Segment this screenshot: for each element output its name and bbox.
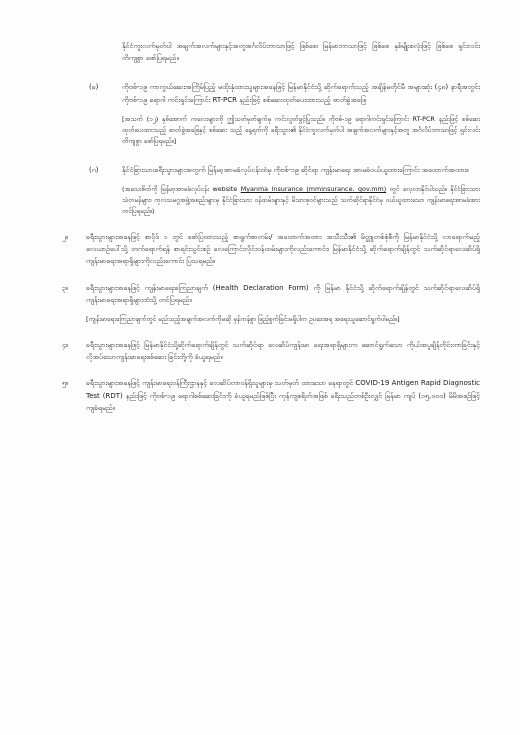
- sub-item-c: [89, 164, 480, 217]
- item-4-marker: ၄။: [62, 341, 69, 350]
- sub-item-b-note: [အသက် (၁၂) နှစ်အောက် ကလေးများကို ဤသတ်မှတ်ချက်မှ ကင်းလွတ်ခွင့်ပြုသည်။ ကိုဗစ်-၁၉ ရောဂါကင်းရှင်းကြောင်း RT-PCR နည်းဖြင့် စစ်ဆေးထုတ်ပေးထားသည့် ဓာတ်ခွဲအဖြေနှင့် စစ်ဆေး သည့် နေ့ရက်ကို ခရီးသွား၏ နိုင်ငံကူးလက်မှတ်ပါ အချက်အလက်များနှင့်အတူ အင်္ဂလိပ်ဘာသာဖြင့် ရှင်းလင်း တိကျစွာ ဖော်ပြရမည်။]: [122, 114, 480, 145]
- item-2-marker: ၂။: [62, 233, 68, 242]
- intro-text: နိုင်ငံကူးလက်မှတ်ပါ အချက်အလက်များနှင့်အတူအင်္ဂလိပ်ဘာသာဖြင့် ဖြစ်စေ၊ မြန်မာဘာသာဖြင့် ဖြစ်စေ နှစ်မျိုးစလုံးဖြင့် ဖြစ်စေ ရှင်းလင်းတိကျစွာ ဖော်ပြရမည်။: [122, 42, 480, 63]
- item-5-text: ခရီးသွားများအနေဖြင့် ကျန်းမာရေးဝန်ကြီးဌာနနှင့် လေဆိပ်တာဝန်ရှိသူများမှ သတ်မှတ် ထားသော နေရာတွင် COVID-19 Antigen Rapid Diagnostic Test (RDT) နည်းဖြင့် ကိုဗစ်-၁၉ ရောဂါစစ်ဆေးခြင်းကို ခံယူရမည်ဖြစ်ပြီး ကုန်ကျစရိတ်အဖြစ် ခရီးသည်တစ်ဦးလျှင် မြန်မာ ကျပ် (၁၅,၀၀၀) မိမိအစဉ်ဖြင့် ကျခံရမည်။: [86, 379, 480, 412]
- sub-item-c-note-before: (အသေးစိတ်ကို မြန်မာ့အာမခံလုပ်ငန်း website: [122, 185, 241, 194]
- sub-item-b-marker: (ခ): [89, 83, 99, 92]
- item-5: [62, 377, 480, 414]
- item-3-note: [ကျန်းမာရေးကြေညာချက်တွင် မည်သည့်အချက်အလက်ကိုမဆို မှန်ကန်စွာ ဖြည့်စွက်ခြင်းမရှိပါက ဥပဒေအရ အရေးယူဆောင်ရွက်ပါမည်။]: [86, 315, 400, 324]
- sub-item-c-marker: (ဂ): [89, 165, 99, 174]
- item-4: [62, 339, 480, 363]
- sub-item-c-text: နိုင်ငံခြားသားခရီးသွားများအတွက် မြန်မာ့အာမခံလုပ်ငန်းထံမှ ကိုဗစ်-၁၉ ဆိုင်ရာ ကျန်းမာရေး အာမခံဝယ်ယူထားကြောင်း အထောက်အထား။: [122, 165, 469, 174]
- item-5-marker: ၅။: [62, 379, 69, 388]
- sub-item-b-text: ကိုဗစ်-၁၉ ကာကွယ်ဆေးအကြိမ်ပြည့် မထိုးနှံထားသူများအနေဖြင့် မြန်မာနိုင်ငံသို့ ဆိုက်ရောက်သည့် အချိန်မတိုင်မီ အများဆုံး (၄၈) နာရီအတွင်း ကိုဗစ်-၁၉ ရောဂါ ကင်းရှင်းကြောင်း RT-PCR နည်းဖြင့် စစ်ဆေးထုတ်ပေးထားသည့် ဓာတ်ခွဲအဖြေ: [122, 83, 480, 104]
- insurance-website-link[interactable]: Myanma Insurance (mminsurance. gov.mm): [240, 185, 387, 194]
- item-3-marker: ၃။: [62, 283, 69, 292]
- intro-continuation: [122, 40, 480, 64]
- item-3-text: ခရီးသွားများအနေဖြင့် ကျန်းမာရေးကြေညာချက် (Health Declaration Form) ကို မြန်မာ နိုင်ငံသို့ ဆိုက်ရောက်ချိန်တွင် သက်ဆိုင်ရာလေဆိပ်ရှိ ကျန်းမာရေးအရာရှိများထံသို့ တင်ပြရမည်။: [86, 283, 480, 304]
- sub-item-b: [89, 81, 480, 146]
- item-2: [62, 231, 480, 268]
- item-4-text: ခရီးသွားများအနေဖြင့် မြန်မာနိုင်ငံသို့ဆိုက်ရောက်ချိန်တွင် သက်ဆိုင်ရာ လေဆိပ်ကျန်းမာ ရေးအရာရှိများက ဆောင်ရွက်သော ကိုယ်အပူချိန်တိုင်းတာခြင်းနှင့် လိုအပ်သောကျန်းမာရေးစစ်ဆေး ခြင်းတို့ကို ခံယူရမည်။: [86, 341, 480, 362]
- item-2-text: ခရီးသွားများအနေဖြင့် စာပိုဒ် ၁ တွင် ဖော်ပြထားသည့် စာရွက်စာတမ်း/ အထောက်အထား အသီးသီး၏ မိတ္တူတစ်စုံစီကို မြန်မာနိုင်ငံသို့ လာရောက်မည့် လေယာဉ်ပေါ်သို့ တက်ရောက်ရန် စာရင်းသွင်းစဉ် လေကြောင်းလိုင်းဝန်ထမ်းများကိုလည်းကောင်း၊ မြန်မာနိုင်ငံသို့ ဆိုက်ရောက်ချိန်တွင် သက်ဆိုင်ရာလေဆိပ်ရှိ ကျန်းမာရေးအရာရှိများကိုလည်းကောင်း ပြသရမည်။: [86, 233, 480, 266]
- sub-item-c-note-after: တွင် လေ့လာနိုင်ပါသည်။ နိုင်ငံခြားသားသံတမန်များ၊ ကုလသမဂ္ဂအဖွဲ့အစည်းများမှ နိုင်ငံခြားသား ဝန်ထမ်းများနှင့် မိသားစုဝင်များသည် သက်ဆိုင်ရာနိုင်ငံမှ ဝယ်ယူထားသော ကျန်းမာရေးအာမခံအား တင်ပြရမည်။): [122, 185, 480, 216]
- item-3: [62, 282, 480, 325]
- sub-item-c-note: [122, 184, 480, 217]
